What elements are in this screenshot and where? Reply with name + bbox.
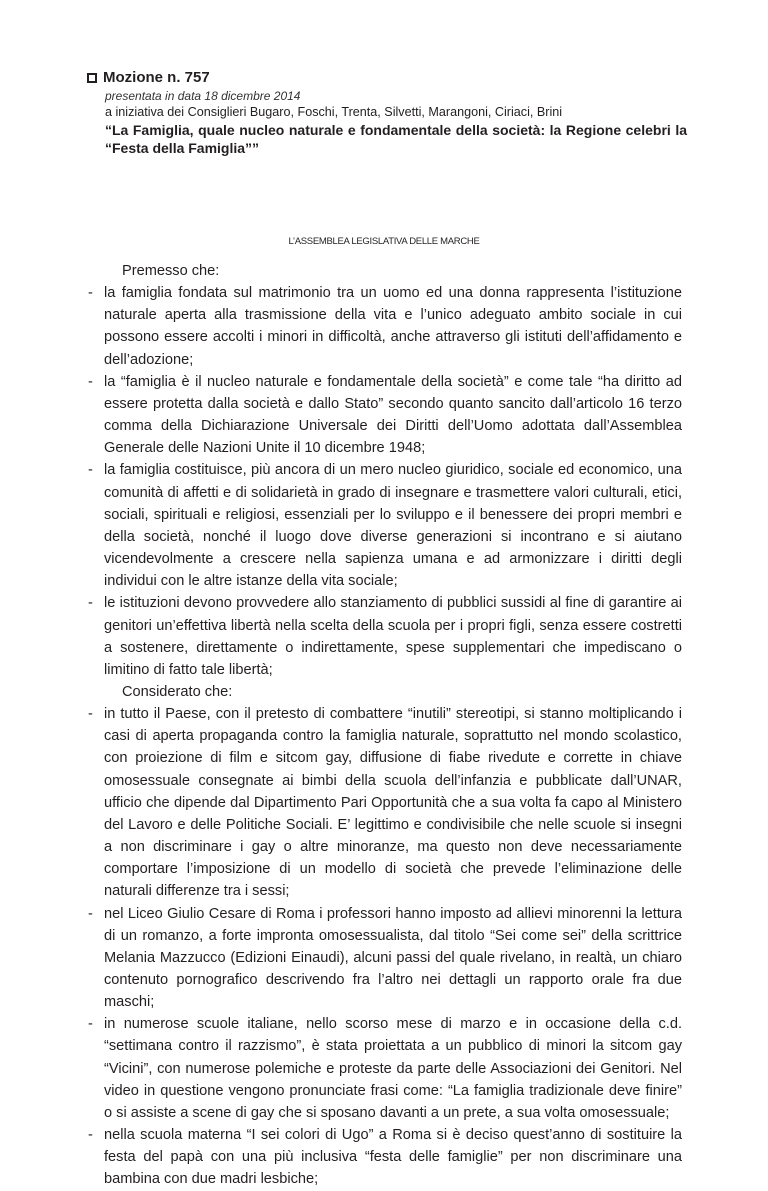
- list-item-text: la famiglia costituisce, più ancora di un mero nucleo giuridico, sociale ed economico, una comunità di affetti e di solidarietà in grado di insegnare e trasmettere valori culturali, etici, sociali, spirituali e religiosi, essenziali per lo sviluppo e il benessere dei propri membri e della società, nonché il luogo dove diverse generazioni si incontrano e si aiutano vicendevolmente a crescere nella sapienza umana e ad armonizzare i diritti degli individui con le altre istanze della vita sociale;: [104, 462, 682, 590]
- initiative-line: a iniziativa dei Consiglieri Bugaro, Foschi, Trenta, Silvetti, Marangoni, Ciriaci, Brini: [105, 105, 563, 119]
- document-body: [88, 260, 682, 1191]
- list-item: [88, 459, 682, 592]
- list-item: [88, 371, 682, 460]
- motion-header: [87, 68, 687, 157]
- list-item-text: nel Liceo Giulio Cesare di Roma i professori hanno imposto ad allievi minorenni la lettura di un romanzo, a forte impronta omosessualista, dal titolo “Sei come sei” della scrittrice Melania Mazzucco (Edizioni Einaudi), alcuni passi del quale rivelano, in realtà, un chiaro contenuto pornografico descrivendo fra l’altro nei dettagli un rapporto orale fra due maschi;: [104, 905, 682, 1011]
- list-item-text: nella scuola materna “I sei colori di Ugo” a Roma si è deciso quest’anno di sostituire la festa del papà con una più inclusiva “festa delle famiglie” per non discriminare una bambina con due madri lesbiche;: [104, 1127, 682, 1188]
- list-dash: -: [88, 1016, 93, 1033]
- list-item: [88, 903, 682, 1014]
- list-item: [88, 703, 682, 902]
- list-item-text: la “famiglia è il nucleo naturale e fondamentale della società” e come tale “ha diritto ad essere protetta dalla società e dallo Stato” secondo quanto sancito dall’articolo 16 terzo comma della Dichiarazione Universale dei Diritti dell’Uomo adottata dall’Assemblea Generale delle Nazioni Unite il 10 dicembre 1948;: [104, 373, 682, 457]
- list-dash: -: [88, 462, 93, 479]
- checkbox-icon: [87, 73, 97, 83]
- considerato-heading: Considerato che:: [122, 683, 233, 700]
- motion-number-text: Mozione n. 757: [103, 69, 210, 86]
- premesso-heading: Premesso che:: [122, 263, 220, 279]
- considerato-list: [88, 703, 682, 1190]
- list-dash: -: [88, 285, 93, 302]
- list-item: [88, 1124, 682, 1190]
- assembly-heading: L’ASSEMBLEA LEGISLATIVA DELLE MARCHE: [288, 236, 480, 247]
- premesso-list: [88, 282, 682, 681]
- list-item-text: le istituzioni devono provvedere allo stanziamento di pubblici sussidi al fine di garantire ai genitori un’effettiva libertà nella scelta della scuola per i propri figli, senza essere costretti a sostenere, direttamente o indirettamente, spese supplementari che impediscano o limitino di fatto tale libertà;: [104, 595, 682, 678]
- list-dash: -: [88, 905, 93, 922]
- motion-number: [87, 68, 687, 88]
- list-item: [88, 1013, 682, 1124]
- list-item-text: in tutto il Paese, con il pretesto di combattere “inutili” stereotipi, si stanno moltiplicando i casi di aperta propaganda contro la famiglia naturale, soprattutto nel mondo scolastico, con proiezione di film e sitcom gay, diffusione di fiabe rivedute e corrette in chiave omosessuale consegnate ai bimbi della scuola dell’infanzia e pubblicate dall’UNAR, ufficio che dipende dal Dipartimento Pari Opportunità che a sua volta fa capo al Ministero del Lavoro e delle Politiche Sociali. E’ legittimo e condivisibile che nelle scuole si insegni a non discriminare i gay o altre minoranze, ma questo non deve necessariamente comportare l’imposizione di un modello di società che prevede l’eliminazione delle naturali differenze tra i sessi;: [104, 706, 682, 900]
- list-dash: -: [88, 1127, 93, 1144]
- list-dash: -: [88, 706, 93, 723]
- list-item: [88, 592, 682, 681]
- list-dash: -: [88, 373, 93, 390]
- list-item: [88, 282, 682, 371]
- presentation-date: presentata in data 18 dicembre 2014: [105, 89, 301, 103]
- list-item-text: la famiglia fondata sul matrimonio tra un uomo ed una donna rappresenta l’istituzione naturale aperta alla trasmissione della vita e l’unico adeguato ambito sociale in cui possono essere accolti i minori in difficoltà, anche attraverso gli istituti dell’affidamento e dell’adozione;: [104, 285, 682, 368]
- motion-title: “La Famiglia, quale nucleo naturale e fondamentale della società: la Regione celebri la “Festa della Famiglia””: [105, 122, 687, 156]
- list-dash: -: [88, 595, 93, 612]
- list-item-text: in numerose scuole italiane, nello scorso mese di marzo e in occasione della c.d. “settimana contro il razzismo”, è stata proiettata a un pubblico di minori la sitcom gay “Vicini”, con numerose polemiche e proteste da parte delle Associazioni dei Genitori. Nel video in questione vengono pronunciate frasi come: “La famiglia tradizionale deve finire” o si assiste a scene di gay che si sposano davanti a un prete, a sua volta omosessuale;: [104, 1016, 682, 1121]
